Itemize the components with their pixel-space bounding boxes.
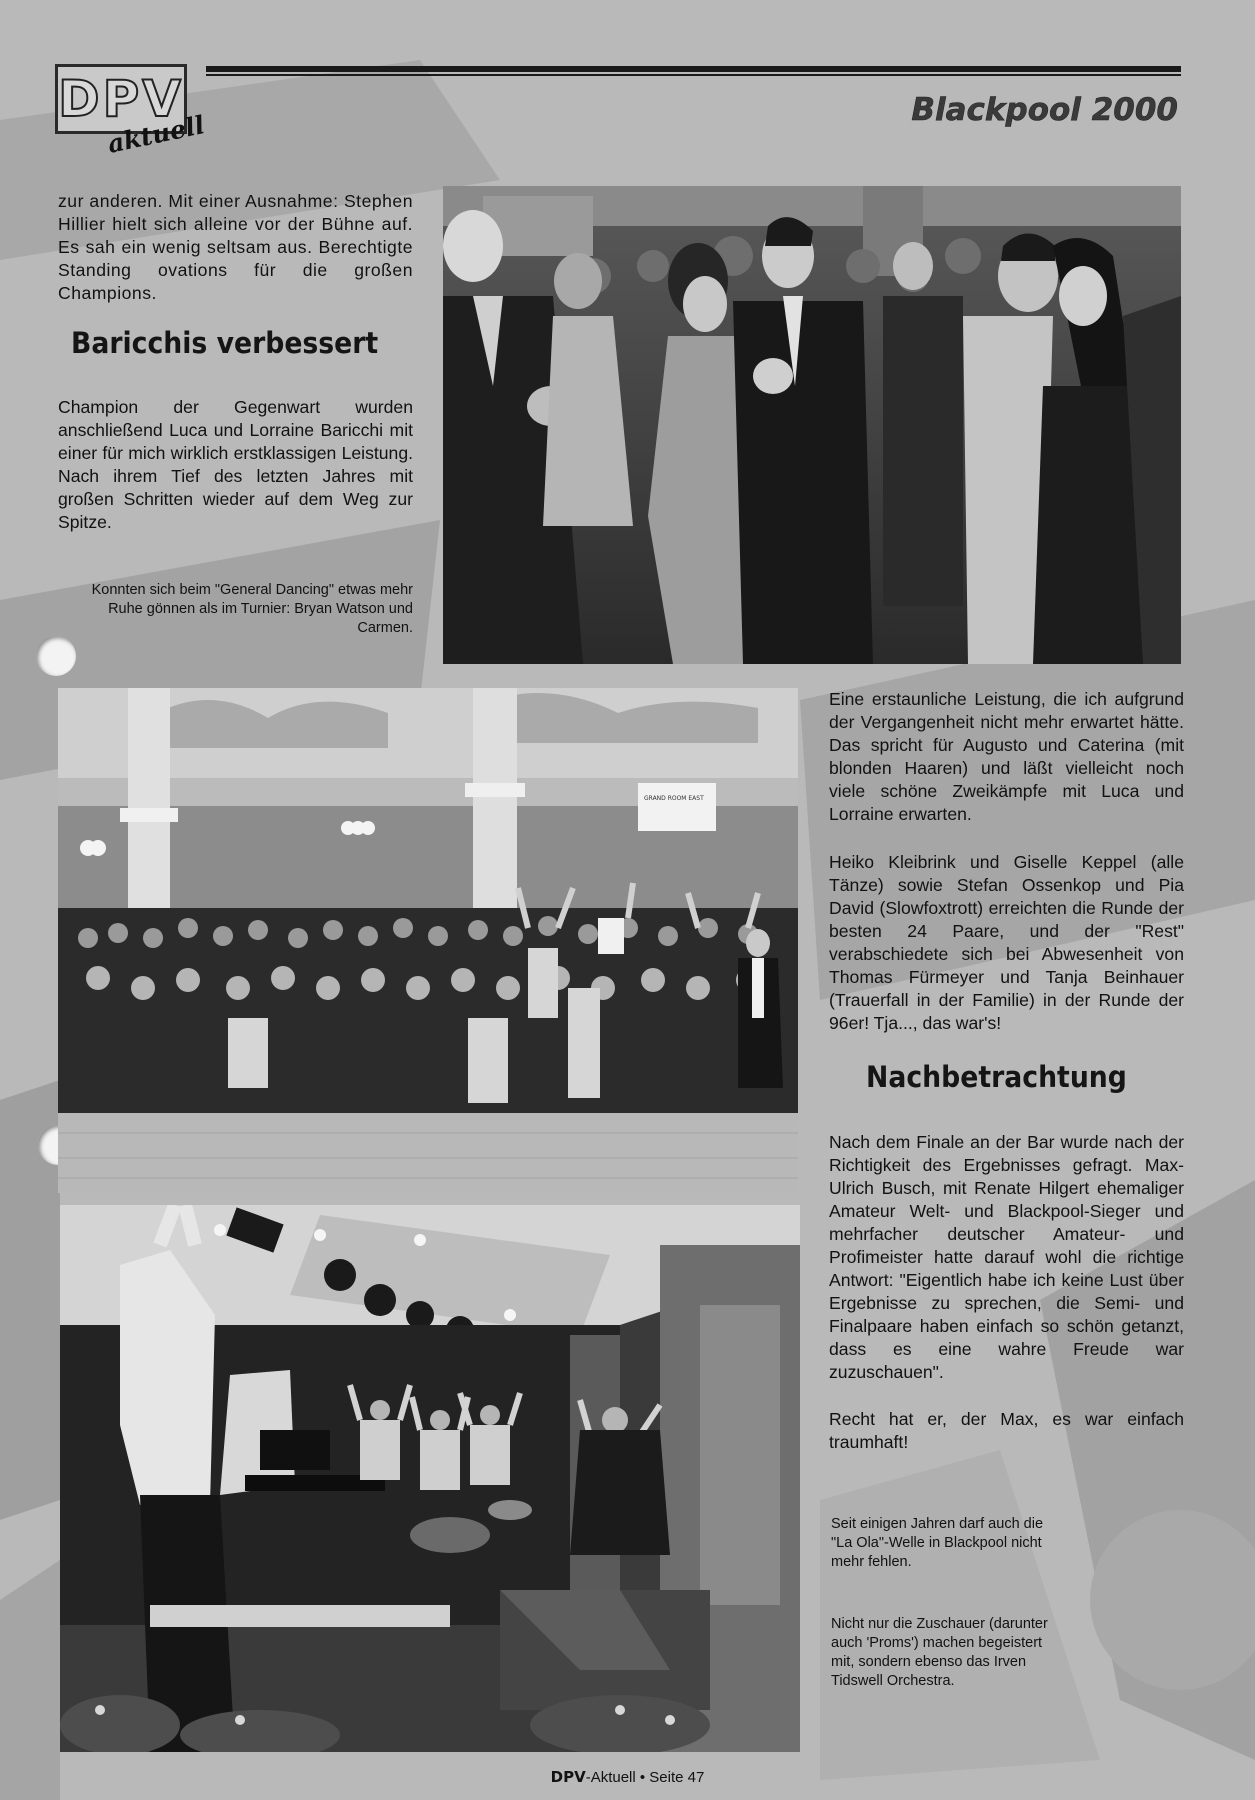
logo-mark: DPV: [55, 64, 187, 134]
header-rule: [206, 66, 1181, 72]
caption-general-dancing: Konnten sich beim "General Dancing" etwas mehr Ruhe gönnen als im Turnier: Bryan Watson und Carmen.: [91, 582, 413, 636]
paragraph-recht: Recht hat er, der Max, es war einfach traumhaft!: [829, 1409, 1184, 1452]
dpv-aktuell-logo: [55, 64, 208, 159]
caption-la-ola: Seit einigen Jahren darf auch die "La Ola"-Welle in Blackpool nicht mehr fehlen.: [831, 1516, 1044, 1570]
punch-hole: [36, 636, 76, 676]
paragraph-nachbetrachtung: Nach dem Finale an der Bar wurde nach der Richtigkeit des Ergebnisses gefragt. Max-Ulrich Busch, mit Renate Hilgert ehemaliger Amateur Welt- und Blackpool-Sieger und mehrfacher deutscher Amateur- und Profimeister hatte darauf wohl die richtige Antwort: "Eigentlich habe ich keine Lust über Ergebnisse zu sprechen, die Semi- und Finalpaare haben einfach so schön getanzt, dass es eine wahre Freude war zuzuschauen".: [829, 1132, 1184, 1382]
photo-general-dancing: [443, 186, 1181, 664]
page-title: Blackpool 2000: [911, 92, 1178, 128]
heading-nachbetrachtung: Nachbetrachtung: [866, 1060, 1127, 1094]
photo-sign-text: GRAND ROOM EAST: [644, 795, 704, 802]
footer-brand: DPV: [550, 1768, 586, 1786]
header-rule-thin: [206, 74, 1181, 76]
intro-paragraph: zur anderen. Mit einer Ausnahme: Stephen Hillier hielt sich alleine vor der Bühne auf. Es sah ein wenig seltsam aus. Berechtigte Standing ovations für die großen Champions.: [58, 191, 413, 303]
paragraph-heiko: Heiko Kleibrink und Giselle Keppel (alle Tänze) sowie Stefan Ossenkop und Pia David (Slowfoxtrott) erreichten die Runde der besten 24 Paare, und der "Rest" verabschiedete sich bei Abwesenheit von Thomas Fürmeyer und Tanja Beinhauer (Trauerfall in der Familie) in der Runde der 96er! Tja..., das war's!: [829, 852, 1184, 1033]
photo-la-ola-audience: [58, 688, 798, 1193]
caption-orchestra: Nicht nur die Zuschauer (darunter auch 'Proms') machen begeistert mit, sondern ebenso das Irven Tidswell Orchestra.: [831, 1616, 1048, 1689]
page-footer: [0, 1768, 1255, 1786]
heading-baricchis: Baricchis verbessert: [71, 326, 379, 360]
paragraph-baricchis: Champion der Gegenwart wurden anschließend Luca und Lorraine Baricchi mit einer für mich wirklich erstklassigen Leistung. Nach ihrem Tief des letzten Jahres mit großen Schritten wieder auf dem Weg zur Spitze.: [58, 397, 413, 532]
footer-page-number: -Aktuell • Seite 47: [585, 1769, 705, 1786]
photo-irven-tidswell-orchestra: [60, 1205, 800, 1752]
paragraph-erstaunlich: Eine erstaunliche Leistung, die ich aufgrund der Vergangenheit nicht mehr erwartet hätte. Das spricht für Augusto und Caterina (mit blonden Haaren) und läßt vielleicht noch viele schöne Zweikämpfe mit Luca und Lorraine erwarten.: [829, 689, 1184, 824]
logo-script: aktuell: [105, 110, 208, 159]
